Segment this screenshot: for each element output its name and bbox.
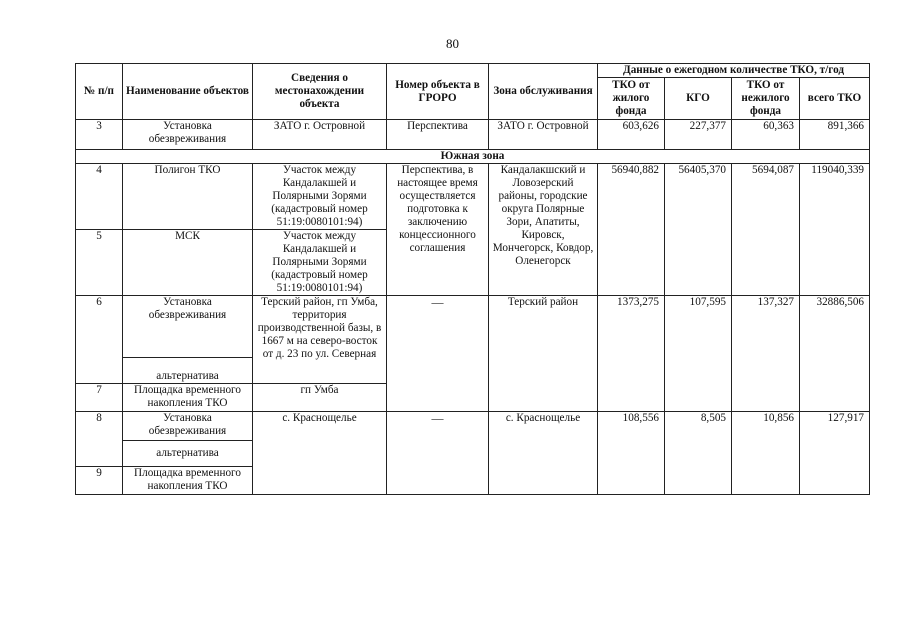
object-name: Площадка временного накопления ТКО	[123, 467, 253, 495]
alternative-label: альтернатива	[123, 441, 253, 467]
tko-residential-value: 56940,882	[598, 164, 665, 296]
object-location: гп Умба	[253, 384, 387, 412]
object-name: Полигон ТКО	[123, 164, 253, 230]
kgo-value: 107,595	[665, 296, 732, 412]
object-name: МСК	[123, 230, 253, 296]
row-number: 6	[76, 296, 123, 384]
service-zone: Кандалакшский и Ловозерский районы, городские округа Полярные Зори, Апатиты, Кировск, Мончегорск, Ковдор, Оленегорск	[489, 164, 598, 296]
zone-row	[76, 150, 870, 164]
object-location: Участок между Кандалакшей и Полярными Зорями (кадастровый номер 51:19:0080101:94)	[253, 230, 387, 296]
object-name: Установка обезвреживания	[123, 412, 253, 441]
row-number: 3	[76, 120, 123, 150]
header-groro: Номер объекта в ГРОРО	[387, 64, 489, 120]
waste-facilities-table	[75, 63, 870, 495]
object-location: Терский район, гп Умба, территория производственной базы, в 1667 м на северо-восток от д. 23 по ул. Северная	[253, 296, 387, 384]
tko-residential-value: 108,556	[598, 412, 665, 495]
alternative-label: альтернатива	[123, 358, 253, 384]
header-row-1	[76, 64, 870, 78]
tko-residential-value: 1373,275	[598, 296, 665, 412]
row-number: 9	[76, 467, 123, 495]
header-location: Сведения о местонахождении объекта	[253, 64, 387, 120]
groro-number: —	[387, 412, 489, 495]
tko-nonresidential-value: 10,856	[732, 412, 800, 495]
kgo-value: 227,377	[665, 120, 732, 150]
tko-residential-value: 603,626	[598, 120, 665, 150]
kgo-value: 56405,370	[665, 164, 732, 296]
total-value: 127,917	[800, 412, 870, 495]
object-name: Установка обезвреживания	[123, 120, 253, 150]
object-name: Установка обезвреживания	[123, 296, 253, 358]
object-name: Площадка временного накопления ТКО	[123, 384, 253, 412]
table-row	[76, 412, 870, 441]
table-row	[76, 296, 870, 358]
service-zone: ЗАТО г. Островной	[489, 120, 598, 150]
groro-number: Перспектива	[387, 120, 489, 150]
header-tko-nonresidential: ТКО от нежилого фонда	[732, 78, 800, 120]
header-total: всего ТКО	[800, 78, 870, 120]
header-num: № п/п	[76, 64, 123, 120]
object-location: ЗАТО г. Островной	[253, 120, 387, 150]
header-kgo: КГО	[665, 78, 732, 120]
service-zone: Терский район	[489, 296, 598, 412]
groro-number: —	[387, 296, 489, 412]
service-zone: с. Краснощелье	[489, 412, 598, 495]
total-value: 891,366	[800, 120, 870, 150]
page-number: 80	[446, 36, 459, 51]
row-number: 5	[76, 230, 123, 296]
zone-title: Южная зона	[76, 150, 870, 164]
total-value: 32886,506	[800, 296, 870, 412]
total-value: 119040,339	[800, 164, 870, 296]
row-number: 8	[76, 412, 123, 467]
table-row	[76, 164, 870, 230]
tko-nonresidential-value: 5694,087	[732, 164, 800, 296]
tko-nonresidential-value: 137,327	[732, 296, 800, 412]
header-zone: Зона обслуживания	[489, 64, 598, 120]
table-row	[76, 120, 870, 150]
groro-number: Перспектива, в настоящее время осуществляется подготовка к заключению концессионного соглашения	[387, 164, 489, 296]
object-location: Участок между Кандалакшей и Полярными Зорями (кадастровый номер 51:19:0080101:94)	[253, 164, 387, 230]
kgo-value: 8,505	[665, 412, 732, 495]
object-location: с. Краснощелье	[253, 412, 387, 495]
header-tko-residential: ТКО от жилого фонда	[598, 78, 665, 120]
header-annual-group: Данные о ежегодном количестве ТКО, т/год	[598, 64, 870, 78]
row-number: 4	[76, 164, 123, 230]
header-name: Наименование объектов	[123, 64, 253, 120]
tko-nonresidential-value: 60,363	[732, 120, 800, 150]
row-number: 7	[76, 384, 123, 412]
